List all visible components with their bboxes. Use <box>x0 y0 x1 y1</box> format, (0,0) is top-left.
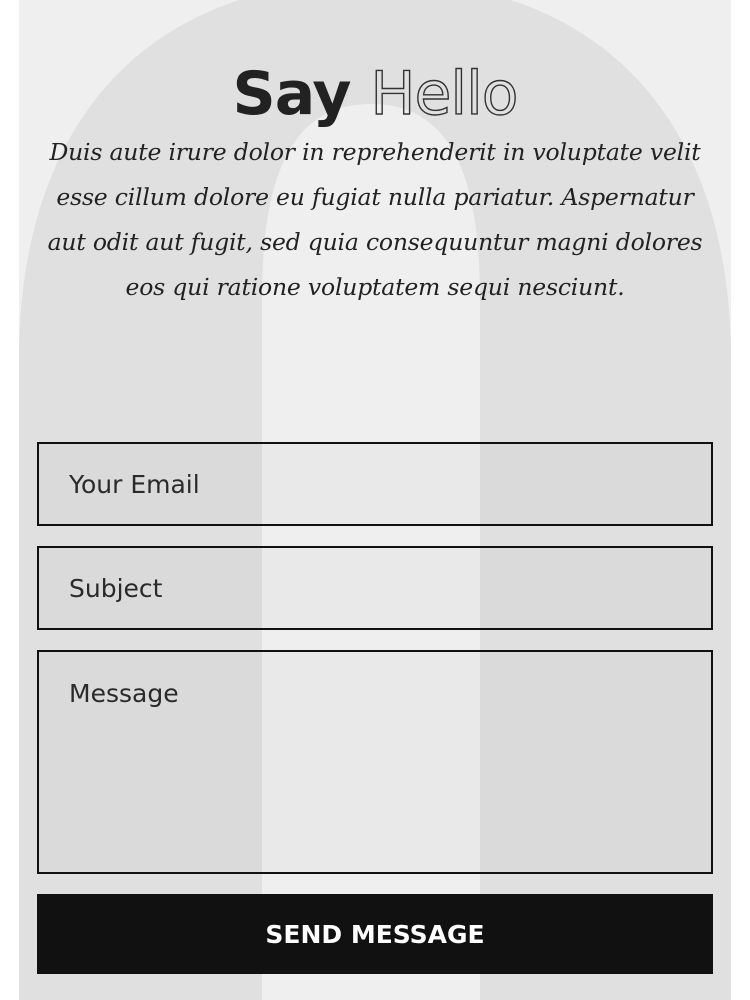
title-bold-word: Say <box>232 59 351 130</box>
subject-field[interactable] <box>37 546 713 630</box>
contact-page <box>19 0 731 1000</box>
page-title <box>19 58 731 130</box>
intro-paragraph: Duis aute irure dolor in reprehenderit in voluptate velit esse cillum dolore eu fugiat nulla pariatur. Aspernatur aut odit aut fugit, sed quia consequuntur magni dolores eos qui ratione voluptatem sequi nesciunt. <box>47 138 703 301</box>
send-message-button[interactable]: SEND MESSAGE <box>37 894 713 974</box>
title-light-word: Hello <box>370 59 518 130</box>
contact-section <box>19 0 731 1000</box>
email-field[interactable] <box>37 442 713 526</box>
message-field[interactable] <box>37 650 713 874</box>
